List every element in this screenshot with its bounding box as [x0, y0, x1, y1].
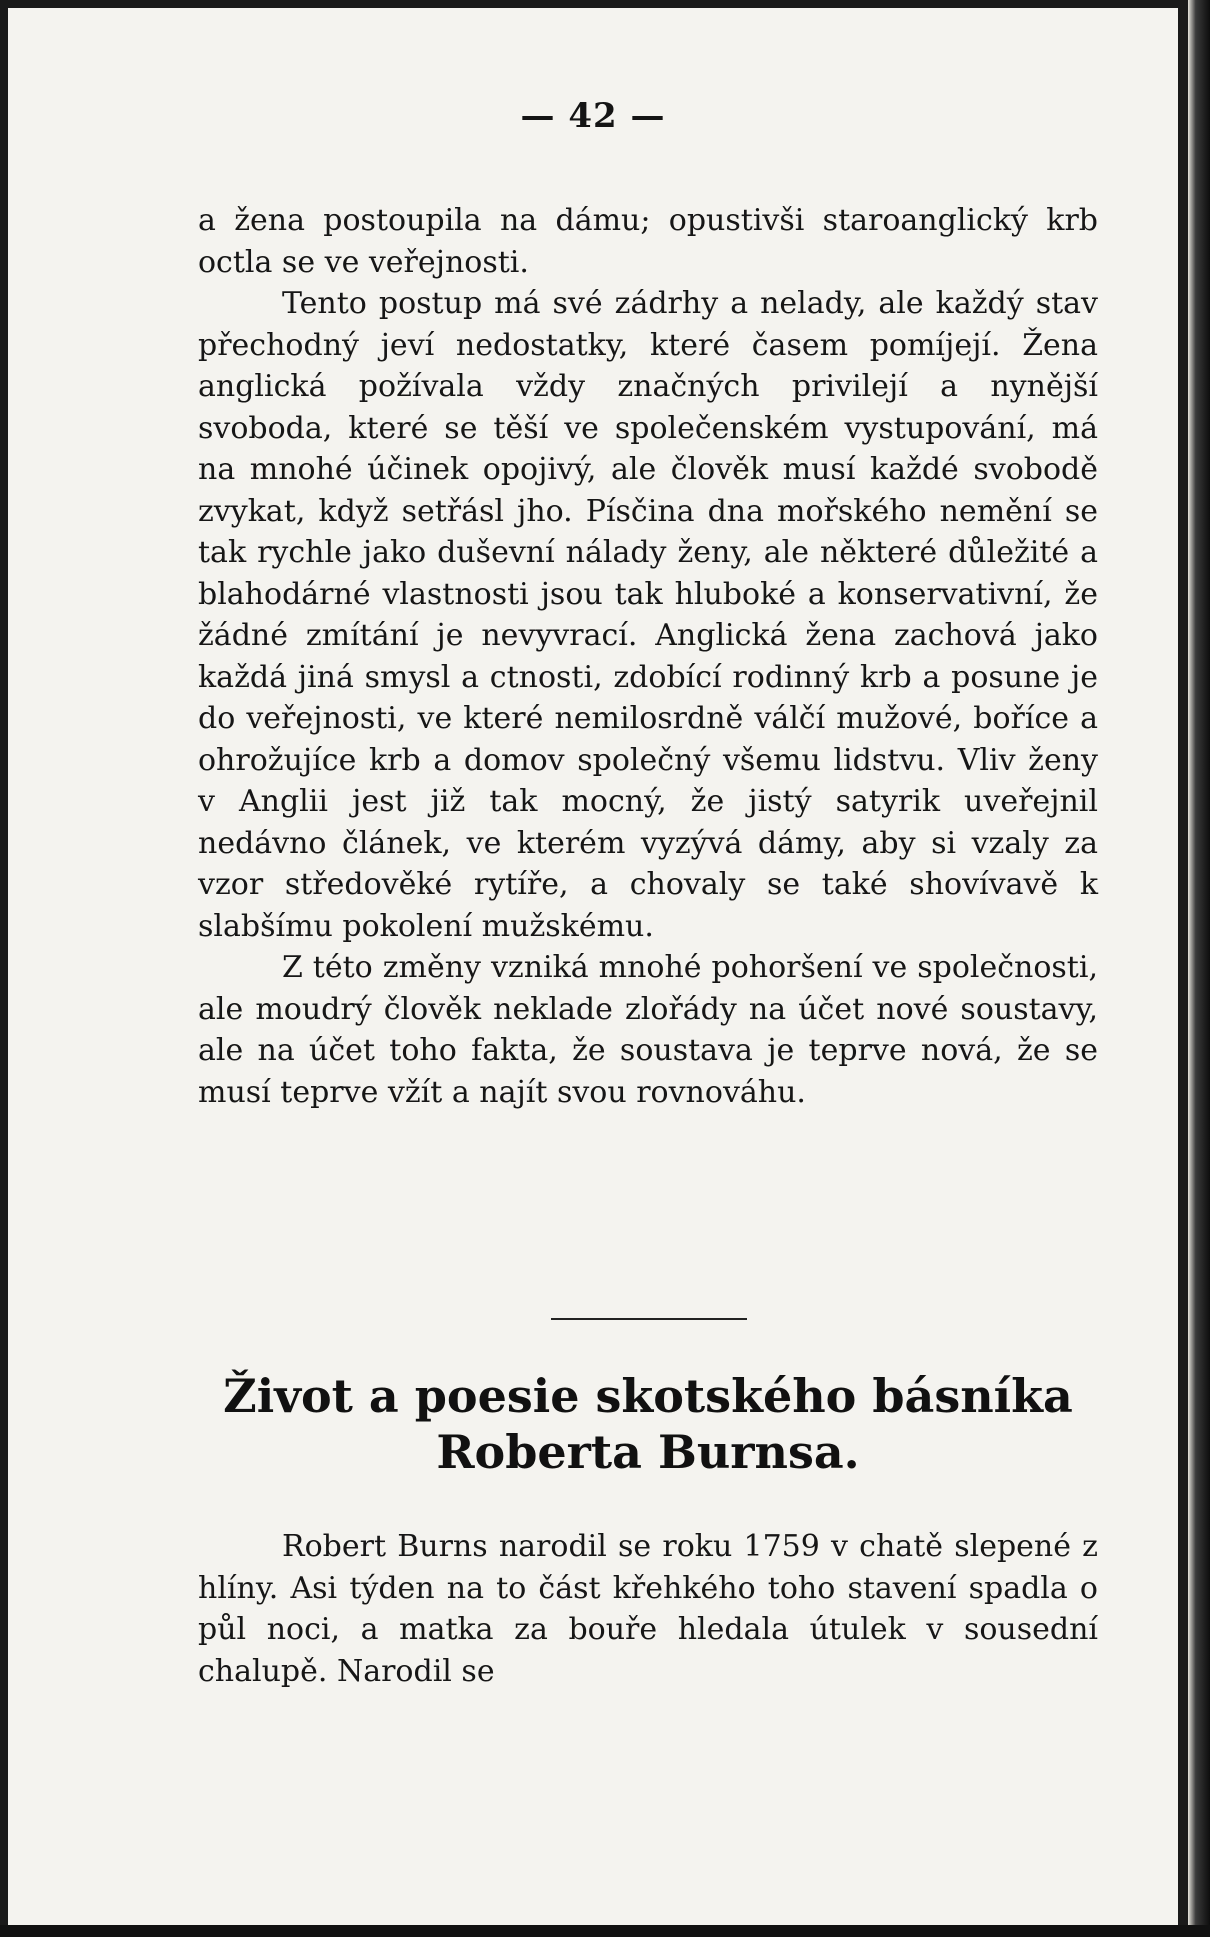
paragraph: Robert Burns narodil se roku 1759 v chatě slepené z hlíny. Asi týden na to část křehkého toho stavení spadla o půl noci, a matka za bouře hledala útulek v sousední chalupě. Narodil se: [198, 1529, 1098, 1689]
section-body-text: [198, 1526, 1098, 1692]
body-text: [198, 200, 1098, 1113]
section-divider: [551, 1318, 747, 1320]
book-page: [8, 8, 1178, 1930]
section-title: [198, 1368, 1098, 1480]
paragraph: Tento postup má své zádrhy a nelady, ale každý stav přechodný jeví nedostatky, které časem pomíjejí. Žena anglická požívala vždy značných privilejí a nynější svoboda, které se těší ve společenském vystupování, má na mnohé účinek opojivý, ale člověk musí každé svobodě zvykat, když setřásl jho. Písčina dna mořského nemění se tak rychle jako duševní nálady ženy, ale některé důležité a blahodárné vlastnosti jsou tak hluboké a konservativní, že žádné zmítání je nevyvrací. Anglická žena zachová jako každá jiná smysl a ctnosti, zdobící rodinný krb a posune je do veřejnosti, ve které nemilosrdně válčí mužové, boříce a ohrožujíce krb a domov společný všemu lidstvu. Vliv ženy v Anglii jest již tak mocný, že jistý satyrik uveřejnil nedávno článek, ve kterém vyzývá dámy, aby si vzaly za vzor středověké rytíře, a chovaly se také shovívavě k slabšímu pokolení mužskému.: [198, 286, 1098, 944]
page-number: — 42 —: [520, 96, 666, 136]
page-edge-shadow: [1188, 0, 1210, 1937]
section-title-line: Roberta Burnsa.: [436, 1425, 860, 1479]
paragraph: Z této změny vzniká mnohé pohoršení ve společnosti, ale moudrý člověk neklade zlořády na účet nové soustavy, ale na účet toho fakta, že soustava je teprve nová, že se musí teprve vžít a najít svou rovnováhu.: [198, 950, 1098, 1110]
section-title-line: Život a poesie skotského básníka: [223, 1369, 1073, 1423]
page-edge-bottom: [0, 1925, 1210, 1937]
paragraph: a žena postoupila na dámu; opustivši staroanglický krb octla se ve veřejnosti.: [198, 203, 1098, 280]
